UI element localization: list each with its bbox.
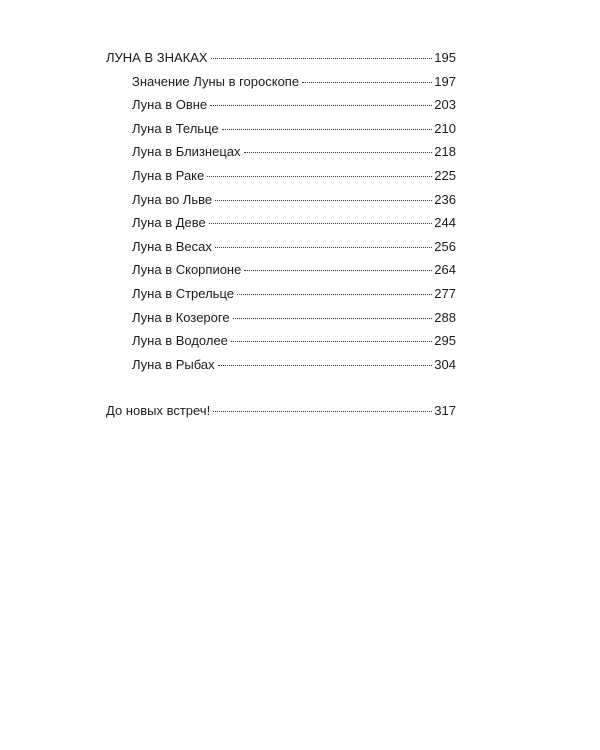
toc-page-number: 210 <box>434 120 456 136</box>
toc-entry-title: Луна в Овне <box>132 97 208 113</box>
toc-entry <box>106 353 456 377</box>
toc-page-number: 256 <box>434 238 456 254</box>
toc-entry <box>106 282 456 306</box>
dot-leader <box>233 318 433 319</box>
toc-page-number: 195 <box>434 50 456 65</box>
section-spacer <box>106 376 456 399</box>
dot-leader <box>222 129 433 130</box>
toc-page-number: 304 <box>434 356 456 372</box>
dot-leader <box>210 105 432 106</box>
dot-leader <box>218 365 433 366</box>
toc-entry-title: Луна в Скорпионе <box>132 262 242 278</box>
toc-entry <box>106 306 456 330</box>
toc-page-number: 317 <box>434 403 456 419</box>
toc-entry <box>106 329 456 353</box>
toc-page-number: 264 <box>434 262 456 278</box>
toc-page-number: 244 <box>434 215 456 231</box>
toc-entry <box>106 93 456 117</box>
toc-page-number: 197 <box>434 73 456 89</box>
toc-entry <box>106 235 456 259</box>
toc-entry-title: Луна в Раке <box>132 167 205 183</box>
toc-page-number: 236 <box>434 191 456 207</box>
toc-page-number: 295 <box>434 333 456 349</box>
dot-leader <box>302 82 432 83</box>
toc-entry-title: Луна в Стрельце <box>132 285 234 301</box>
toc-page-number: 277 <box>434 285 456 301</box>
toc-entry <box>106 117 456 141</box>
toc-entry <box>106 140 456 164</box>
dot-leader <box>211 58 433 59</box>
toc-entry-title: ЛУНА В ЗНАКАХ <box>106 50 208 65</box>
dot-leader <box>244 152 433 153</box>
dot-leader <box>215 247 432 248</box>
toc-entry-title: Луна в Рыбах <box>132 356 215 372</box>
dot-leader <box>215 200 432 201</box>
dot-leader <box>231 341 432 342</box>
toc-closing-entry <box>106 399 456 423</box>
toc-entry <box>106 258 456 282</box>
dot-leader <box>209 223 433 224</box>
dot-leader <box>237 294 432 295</box>
toc-entry-title: Луна в Водолее <box>132 333 228 349</box>
toc-page-number: 203 <box>434 97 456 113</box>
toc-section-heading <box>106 46 456 70</box>
toc-entry-title: Луна в Деве <box>132 215 206 231</box>
toc-entry <box>106 188 456 212</box>
toc-entry-title: Луна во Льве <box>132 191 213 207</box>
toc-entry-title: Луна в Близнецах <box>132 144 241 160</box>
toc-entry <box>106 70 456 94</box>
dot-leader <box>213 411 432 412</box>
toc-page-number: 225 <box>434 167 456 183</box>
toc-page-number: 218 <box>434 144 456 160</box>
toc-page-number: 288 <box>434 309 456 325</box>
toc-entry-title: Луна в Козероге <box>132 309 230 325</box>
toc-entry-title: Значение Луны в гороскопе <box>132 73 300 89</box>
toc-entry <box>106 211 456 235</box>
dot-leader <box>207 176 432 177</box>
toc-entry-title: Луна в Весах <box>132 238 212 254</box>
table-of-contents <box>106 46 456 423</box>
toc-entry <box>106 164 456 188</box>
toc-entry-title: До новых встреч! <box>106 403 211 419</box>
toc-entry-title: Луна в Тельце <box>132 120 219 136</box>
dot-leader <box>244 270 432 271</box>
